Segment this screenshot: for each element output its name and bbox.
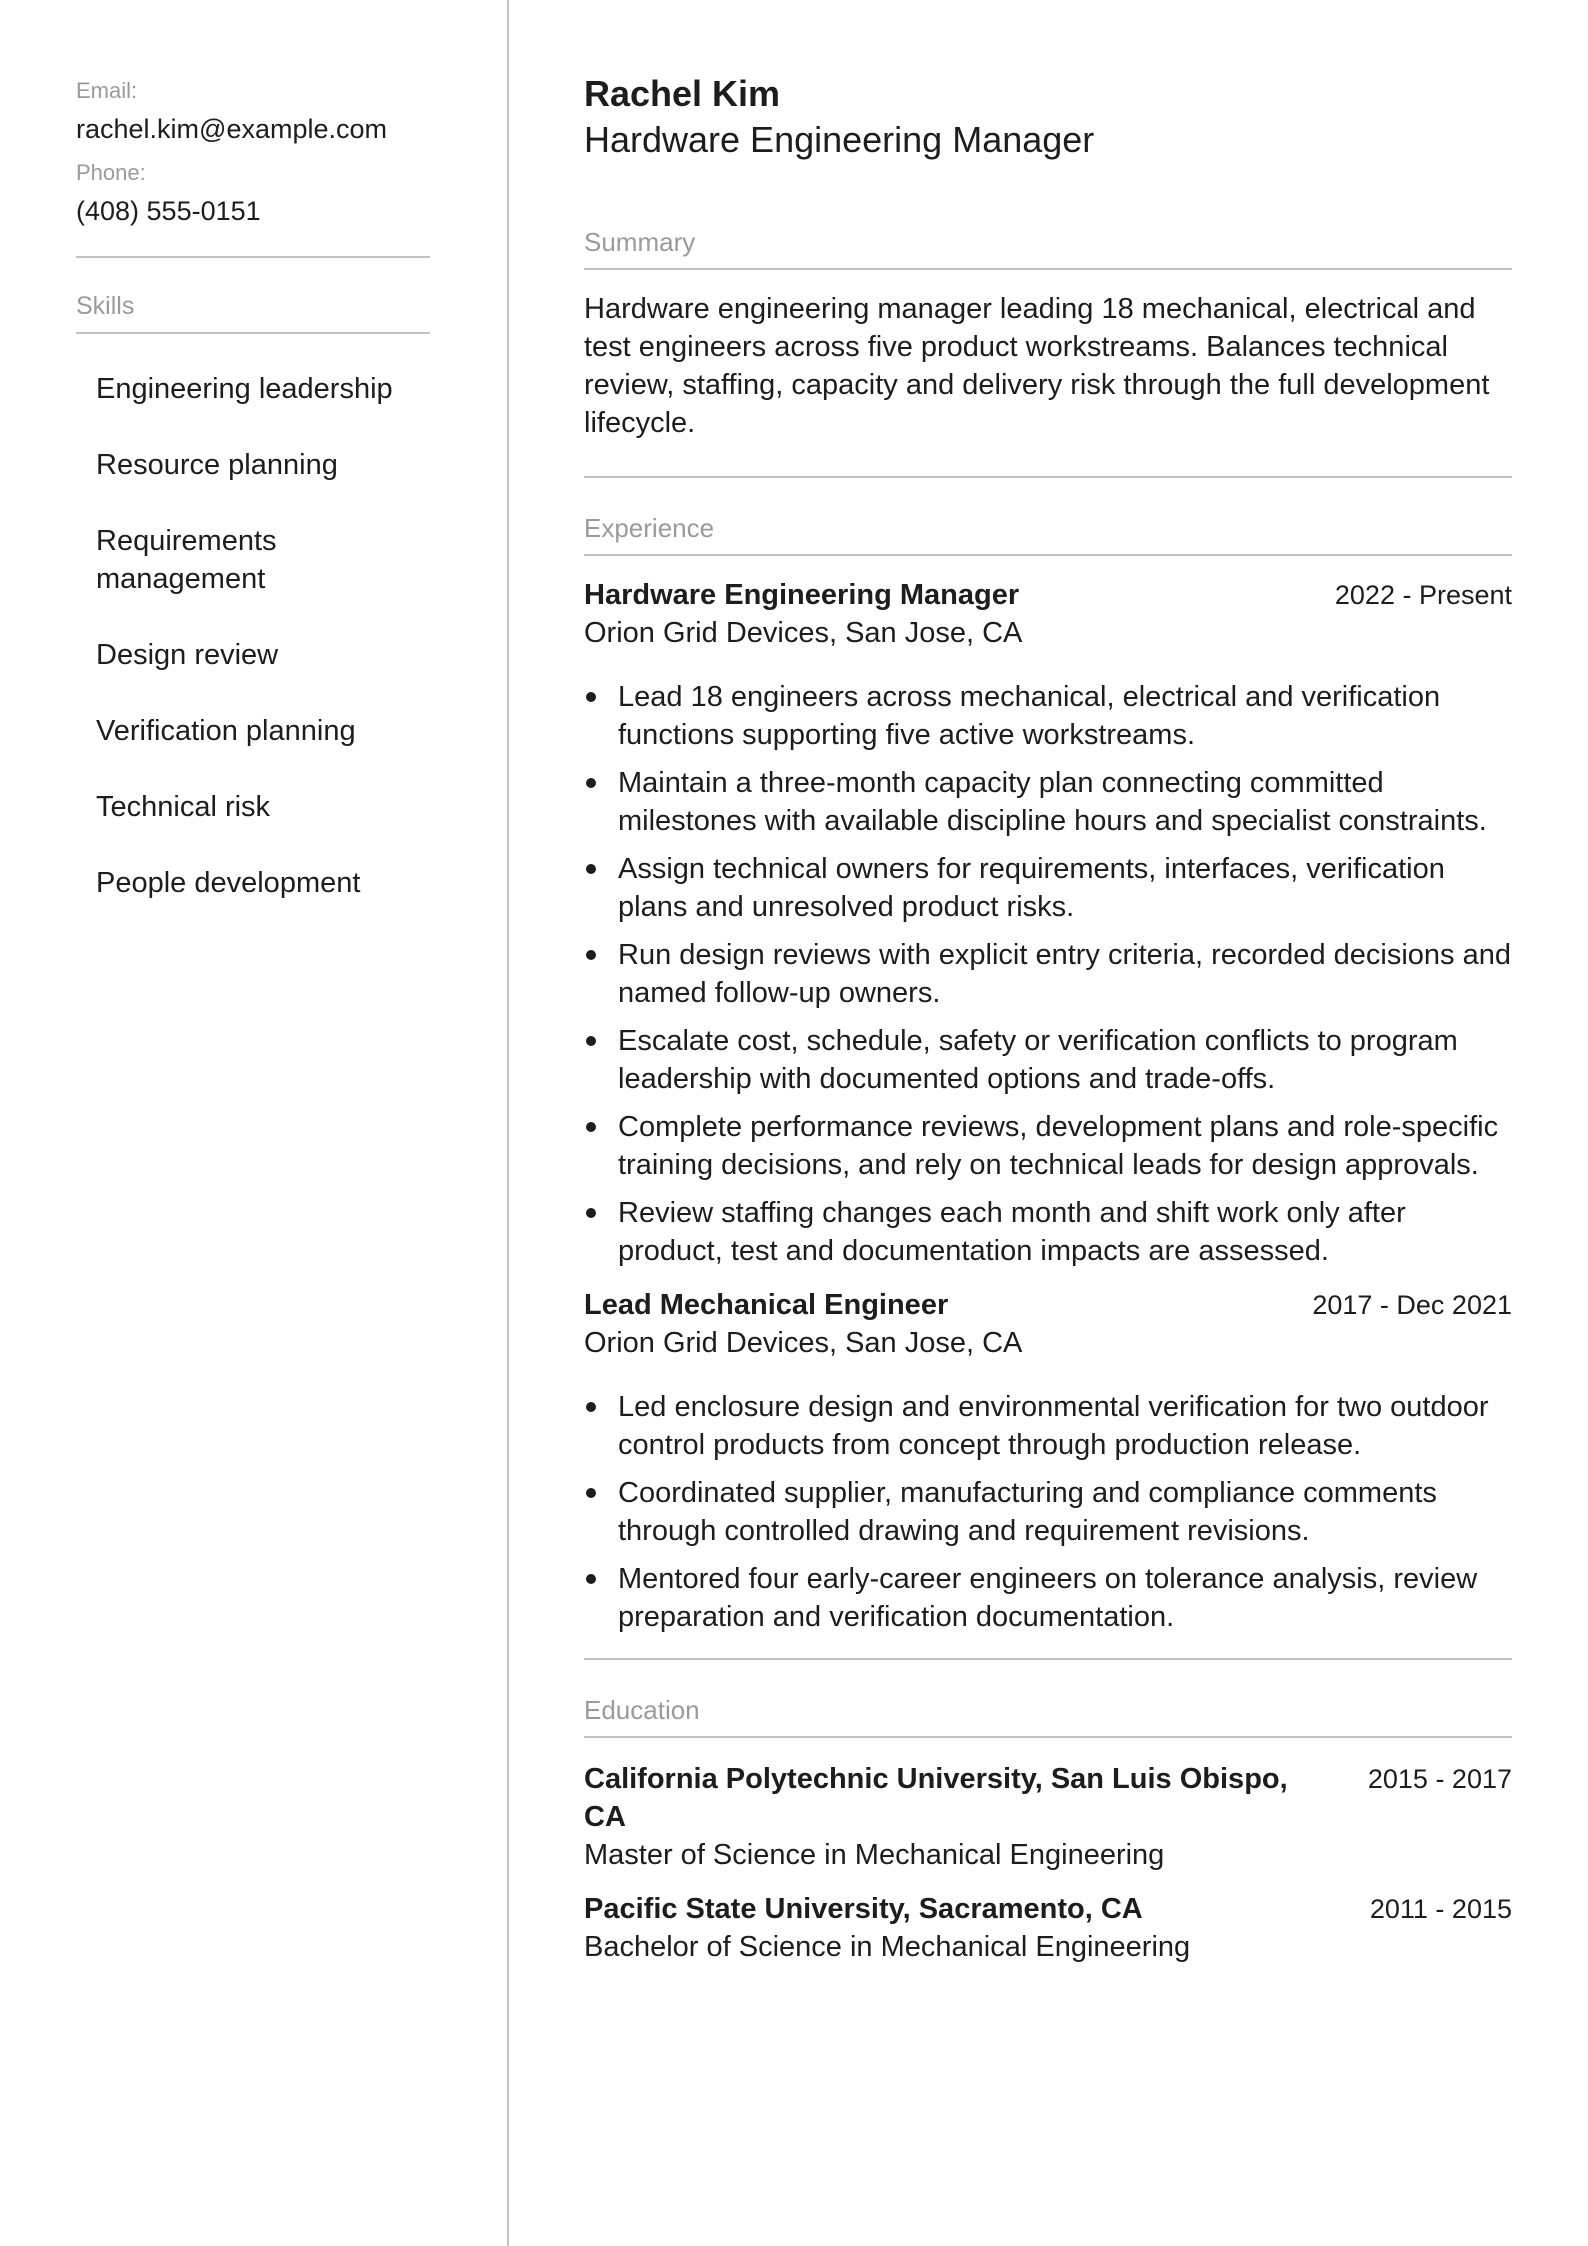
bullet-item: [584, 1388, 1512, 1464]
bullet-dot-icon: [586, 1122, 596, 1132]
skill-item: Requirements management: [96, 525, 277, 595]
bullet-item: [584, 850, 1512, 926]
contact-divider: [76, 256, 430, 258]
sidebar: [76, 72, 430, 940]
skill-item: Design review: [96, 639, 279, 671]
email-value: rachel.kim@example.com: [76, 114, 388, 144]
education-entry: [584, 1760, 1512, 1874]
job-entry: [584, 576, 1512, 1270]
experience-heading-rule: [584, 554, 1512, 556]
column-divider: [507, 0, 509, 2246]
experience-section: [584, 508, 1512, 1660]
experience-end-rule: [584, 1658, 1512, 1660]
job-dates: 2017 - Dec 2021: [1312, 1290, 1512, 1320]
skill-item: People development: [96, 867, 361, 899]
bullet-item: [584, 1474, 1512, 1550]
bullet-dot-icon: [586, 778, 596, 788]
skills-divider: [76, 332, 430, 334]
education-section: [584, 1690, 1512, 1966]
job-company: Orion Grid Devices, San Jose, CA: [584, 617, 1023, 649]
skill-item: Resource planning: [96, 449, 338, 481]
job-company: Orion Grid Devices, San Jose, CA: [584, 1327, 1023, 1359]
bullet-item: [584, 936, 1512, 1012]
bullet-dot-icon: [586, 950, 596, 960]
skill-item: Verification planning: [96, 715, 356, 747]
education-heading-rule: [584, 1736, 1512, 1738]
bullet-text: Run design reviews with explicit entry criteria, recorded decisions and named follow-up owners.: [618, 939, 1511, 1009]
education-degree: Bachelor of Science in Mechanical Engineering: [584, 1931, 1191, 1963]
education-dates: 2015 - 2017: [1367, 1764, 1512, 1794]
summary-heading: Summary: [584, 227, 696, 257]
email-label: Email:: [76, 78, 138, 103]
summary-section: [584, 222, 1512, 478]
bullet-dot-icon: [586, 1574, 596, 1584]
bullet-dot-icon: [586, 1208, 596, 1218]
bullet-text: Escalate cost, schedule, safety or verification conflicts to program leadership with documented options and trade-offs.: [618, 1025, 1458, 1095]
main-column: [584, 72, 1512, 1966]
job-bullets: [584, 678, 1512, 1270]
job-title: Lead Mechanical Engineer: [584, 1289, 949, 1321]
bullet-item: [584, 1108, 1512, 1184]
bullet-dot-icon: [586, 864, 596, 874]
bullet-dot-icon: [586, 1488, 596, 1498]
bullet-text: Mentored four early-career engineers on tolerance analysis, review preparation and verification documentation.: [618, 1563, 1478, 1633]
summary-end-rule: [584, 476, 1512, 478]
bullet-text: Maintain a three-month capacity plan connecting committed milestones with available discipline hours and specialist constraints.: [618, 767, 1487, 837]
experience-heading: Experience: [584, 513, 715, 543]
bullet-item: [584, 1560, 1512, 1636]
candidate-name: Rachel Kim: [584, 73, 781, 114]
bullet-text: Led enclosure design and environmental verification for two outdoor control products from concept through production release.: [618, 1391, 1489, 1461]
education-school: California Polytechnic University, San Luis Obispo, CA: [584, 1763, 1288, 1833]
job-entry: [584, 1286, 1512, 1636]
phone-label: Phone:: [76, 160, 146, 185]
phone-value: (408) 555-0151: [76, 196, 261, 226]
job-dates: 2022 - Present: [1334, 580, 1512, 610]
skills-list: [76, 370, 430, 902]
skills-heading: Skills: [76, 292, 135, 320]
bullet-dot-icon: [586, 692, 596, 702]
education-entry: [584, 1890, 1512, 1966]
summary-heading-rule: [584, 268, 1512, 270]
bullet-text: Complete performance reviews, development plans and role-specific training decisions, and rely on technical leads for design approvals.: [618, 1111, 1499, 1181]
summary-text: Hardware engineering manager leading 18 mechanical, electrical and test engineers across five product workstreams. Balances technical review, staffing, capacity and delivery risk through the full development lifecycle.: [584, 293, 1490, 439]
job-title: Hardware Engineering Manager: [584, 579, 1020, 611]
bullet-text: Coordinated supplier, manufacturing and compliance comments through controlled drawing and requirement revisions.: [618, 1477, 1437, 1547]
bullet-text: Lead 18 engineers across mechanical, electrical and verification functions supporting five active workstreams.: [618, 681, 1441, 751]
education-school: Pacific State University, Sacramento, CA: [584, 1893, 1143, 1925]
bullet-item: [584, 678, 1512, 754]
skill-item: Engineering leadership: [96, 373, 393, 405]
bullet-dot-icon: [586, 1402, 596, 1412]
education-dates: 2011 - 2015: [1369, 1894, 1512, 1924]
job-bullets: [584, 1388, 1512, 1636]
bullet-dot-icon: [586, 1036, 596, 1046]
bullet-item: [584, 1194, 1512, 1270]
bullet-item: [584, 764, 1512, 840]
bullet-text: Assign technical owners for requirements, interfaces, verification plans and unresolved product risks.: [618, 853, 1445, 923]
candidate-headline: Hardware Engineering Manager: [584, 119, 1095, 160]
skill-item: Technical risk: [96, 791, 271, 823]
bullet-item: [584, 1022, 1512, 1098]
education-degree: Master of Science in Mechanical Engineering: [584, 1839, 1165, 1871]
bullet-text: Review staffing changes each month and shift work only after product, test and documentation impacts are assessed.: [618, 1197, 1406, 1267]
education-heading: Education: [584, 1695, 700, 1725]
